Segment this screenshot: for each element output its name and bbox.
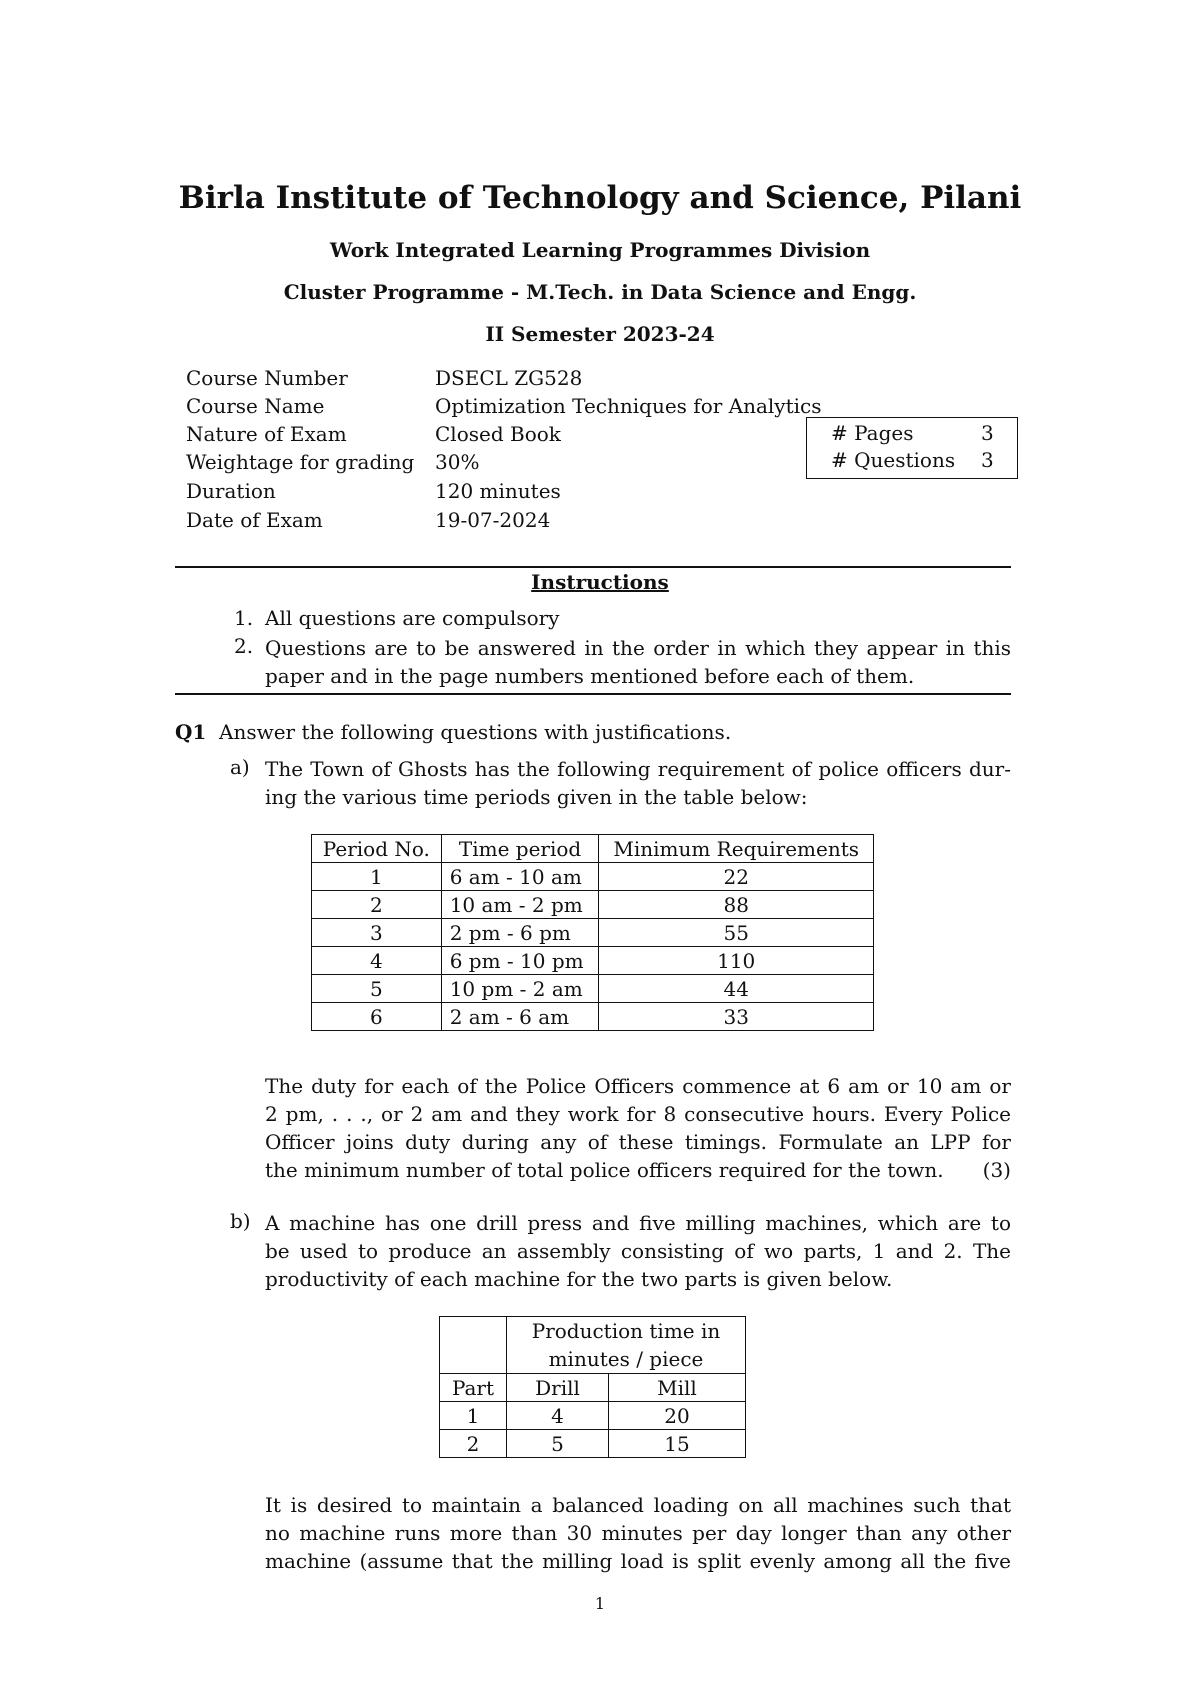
instruction-text: All questions are compulsory <box>265 606 560 630</box>
text-line: It is desired to maintain a balanced loading on all machines such that <box>265 1493 1011 1517</box>
meta-value: 19-07-2024 <box>435 508 551 532</box>
instruction-text <box>265 634 1011 690</box>
part-a-text <box>265 755 1011 811</box>
table-cell: 6 <box>312 1003 442 1031</box>
table-cell: 2 <box>440 1430 507 1458</box>
text-line: machine (assume that the milling load is split evenly among all the five <box>265 1549 1011 1573</box>
table-cell: 20 <box>609 1402 746 1430</box>
table-cell: 88 <box>599 891 874 919</box>
table-header-row <box>440 1374 746 1402</box>
instruction-number: 1. <box>234 606 254 630</box>
table-cell: 6 pm - 10 pm <box>441 947 599 975</box>
instruction-line: Questions are to be answered in the order in which they appear in this <box>265 636 1011 660</box>
group-header-line: Production time in <box>531 1319 721 1343</box>
table-header-cell: Minimum Requirements <box>599 835 874 863</box>
meta-value: Optimization Techniques for Analytics <box>435 394 822 418</box>
table-cell: 1 <box>312 863 442 891</box>
table-row <box>440 1402 746 1430</box>
semester-title: II Semester 2023-24 <box>485 322 715 346</box>
table-cell: 55 <box>599 919 874 947</box>
table-cell: 5 <box>507 1430 609 1458</box>
meta-label: Course Name <box>186 394 325 418</box>
question-intro: Answer the following questions with justifications. <box>219 720 732 744</box>
text-line: be used to produce an assembly consisting of wo parts, 1 and 2. The <box>265 1239 1011 1263</box>
meta-label: Course Number <box>186 366 348 390</box>
table-header-cell: Period No. <box>312 835 442 863</box>
meta-label: Nature of Exam <box>186 422 347 446</box>
question-label: Q1 <box>175 720 207 744</box>
table-cell: 15 <box>609 1430 746 1458</box>
marks: (3) <box>982 1158 1011 1182</box>
page-number: 1 <box>594 1594 606 1613</box>
summary-box <box>806 417 1018 479</box>
programme-title: Cluster Programme - M.Tech. in Data Science and Engg. <box>283 280 917 304</box>
table-header-cell: Time period <box>441 835 599 863</box>
table-cell: 44 <box>599 975 874 1003</box>
text-line: ing the various time periods given in the table below: <box>265 785 808 809</box>
text-line: no machine runs more than 30 minutes per day longer than any other <box>265 1521 1011 1545</box>
table-header-row <box>312 835 874 863</box>
table-row <box>312 1003 874 1031</box>
instruction-number: 2. <box>234 634 254 658</box>
table-group-header <box>507 1317 746 1374</box>
table-row <box>312 947 874 975</box>
meta-value: 30% <box>435 450 480 474</box>
text-line <box>265 1156 1011 1184</box>
divider-top <box>175 566 1011 568</box>
table-cell: 3 <box>312 919 442 947</box>
part-a-label: a) <box>230 755 250 779</box>
table-cell: 6 am - 10 am <box>441 863 599 891</box>
divider-bottom <box>175 693 1011 695</box>
table-cell: 110 <box>599 947 874 975</box>
table-cell: 2 pm - 6 pm <box>441 919 599 947</box>
text-line: 2 pm, . . ., or 2 am and they work for 8 consecutive hours. Every Police <box>265 1102 1011 1126</box>
part-b-text <box>265 1209 1011 1293</box>
pages-value: 3 <box>981 421 994 445</box>
group-header-line: minutes / piece <box>548 1347 704 1371</box>
meta-label: Date of Exam <box>186 508 323 532</box>
meta-value: 120 minutes <box>435 479 561 503</box>
table-cell: 10 am - 2 pm <box>441 891 599 919</box>
table-cell-empty <box>440 1317 507 1374</box>
police-requirements-table <box>311 834 874 1031</box>
meta-label: Weightage for grading <box>186 450 415 474</box>
table-header-cell: Part <box>440 1374 507 1402</box>
meta-value: Closed Book <box>435 422 561 446</box>
part-b-label: b) <box>230 1209 251 1233</box>
text-line: A machine has one drill press and five milling machines, which are to <box>265 1211 1011 1235</box>
table-header-cell: Mill <box>609 1374 746 1402</box>
production-time-table <box>439 1316 746 1458</box>
instruction-line: paper and in the page numbers mentioned before each of them. <box>265 664 915 688</box>
table-row <box>312 975 874 1003</box>
table-row <box>312 919 874 947</box>
questions-label: # Questions <box>831 448 956 472</box>
pages-label: # Pages <box>831 421 914 445</box>
text-line: The Town of Ghosts has the following requirement of police officers dur- <box>265 757 1011 781</box>
meta-value: DSECL ZG528 <box>435 366 583 390</box>
table-cell: 22 <box>599 863 874 891</box>
table-cell: 4 <box>507 1402 609 1430</box>
table-cell: 1 <box>440 1402 507 1430</box>
table-header-cell: Drill <box>507 1374 609 1402</box>
part-a-body <box>265 1072 1011 1184</box>
table-cell: 4 <box>312 947 442 975</box>
table-row <box>312 891 874 919</box>
text-line-content: the minimum number of total police officers required for the town. <box>265 1158 944 1182</box>
table-cell: 10 pm - 2 am <box>441 975 599 1003</box>
meta-label: Duration <box>186 479 276 503</box>
text-line: The duty for each of the Police Officers commence at 6 am or 10 am or <box>265 1074 1011 1098</box>
division-title: Work Integrated Learning Programmes Division <box>329 238 871 262</box>
table-row <box>440 1430 746 1458</box>
table-cell: 2 <box>312 891 442 919</box>
part-b-body <box>265 1491 1011 1575</box>
table-row <box>312 863 874 891</box>
table-cell: 33 <box>599 1003 874 1031</box>
text-line: Officer joins duty during any of these timings. Formulate an LPP for <box>265 1130 1011 1154</box>
text-line: productivity of each machine for the two parts is given below. <box>265 1267 893 1291</box>
table-cell: 2 am - 6 am <box>441 1003 599 1031</box>
table-header-row <box>440 1317 746 1374</box>
institute-title: Birla Institute of Technology and Science, Pilani <box>178 180 1022 216</box>
questions-value: 3 <box>981 448 994 472</box>
table-cell: 5 <box>312 975 442 1003</box>
instructions-title: Instructions <box>531 570 669 594</box>
